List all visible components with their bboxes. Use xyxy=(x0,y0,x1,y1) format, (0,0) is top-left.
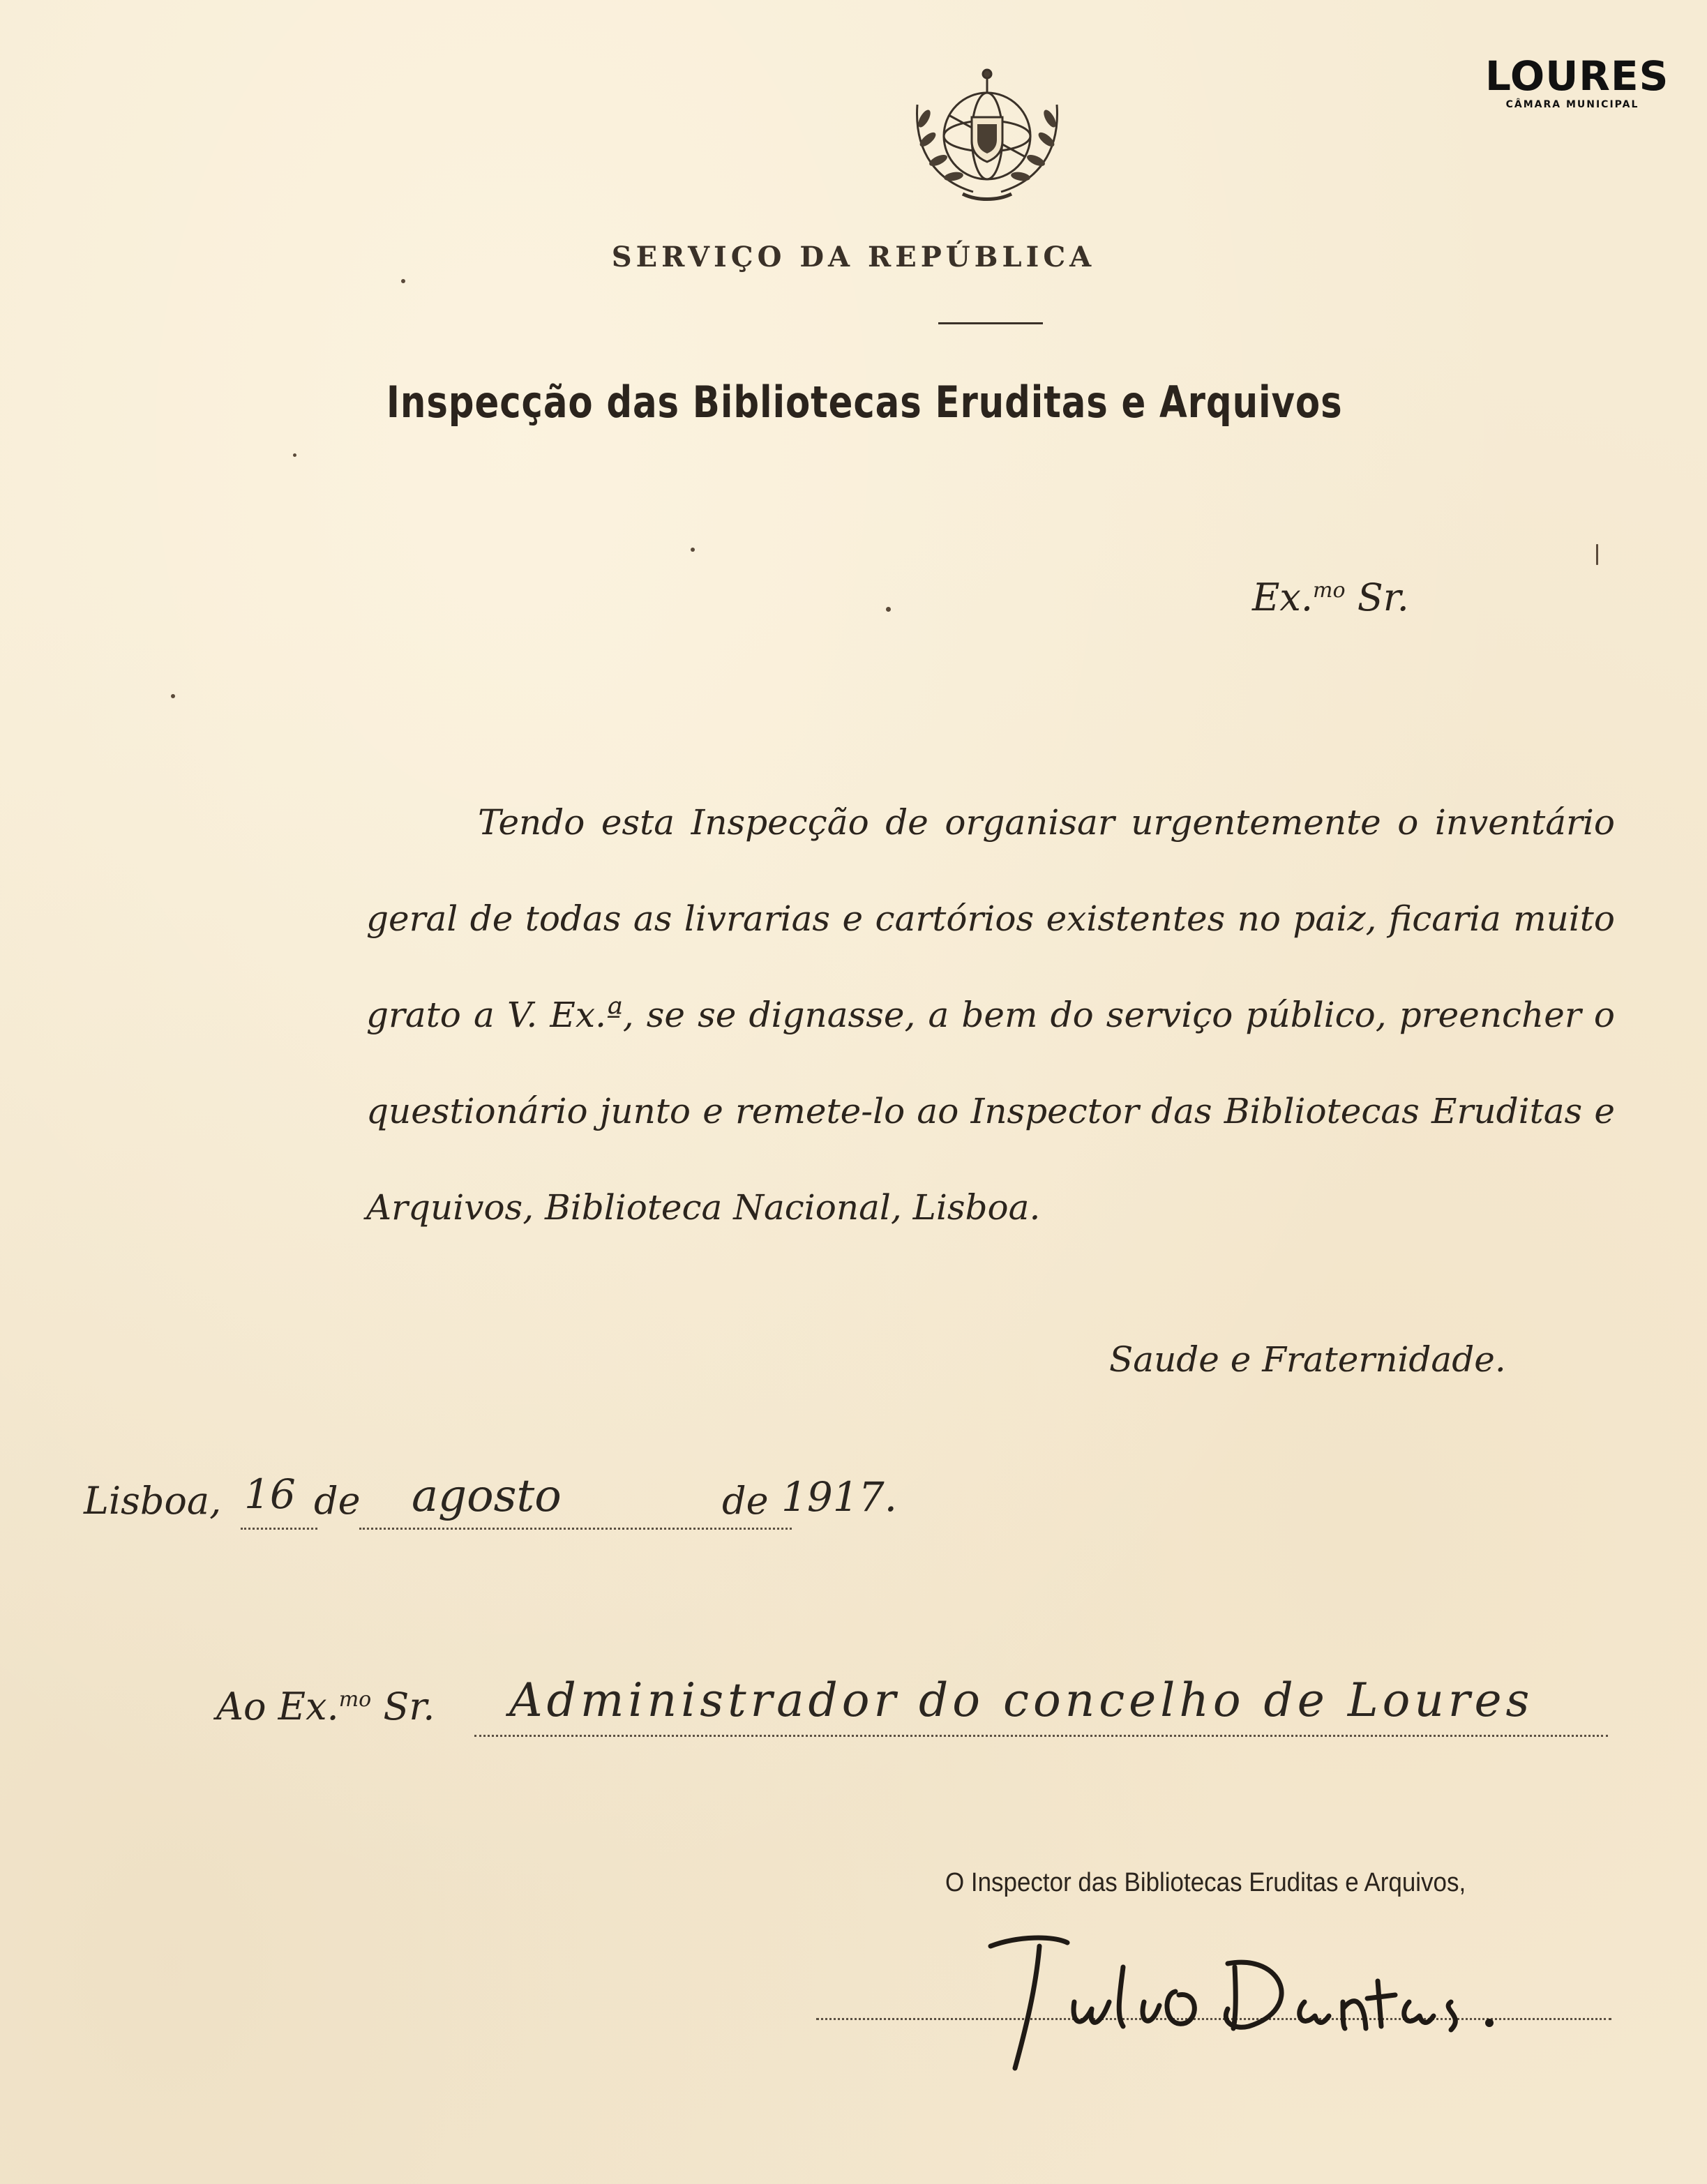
paper-speck xyxy=(401,279,405,283)
logo-subtitle: CÂMARA MUNICIPAL xyxy=(1505,99,1639,110)
paper-speck xyxy=(171,694,175,698)
logo-brand: LOURES xyxy=(1485,52,1669,100)
address-prefix-main: Ao Ex. xyxy=(216,1685,339,1729)
date-day-handwritten: 16 xyxy=(244,1470,296,1518)
loures-logo xyxy=(1485,52,1669,110)
address-prefix-sup: mo xyxy=(338,1687,372,1712)
address-line xyxy=(216,1673,1608,1747)
salutation-main: Ex. xyxy=(1252,575,1314,619)
day-dotted-line xyxy=(241,1528,317,1530)
date-year: 1917. xyxy=(781,1473,898,1521)
header-divider xyxy=(938,322,1043,324)
address-prefix-tail: Sr. xyxy=(371,1685,435,1729)
salutation xyxy=(1252,575,1409,619)
paper-speck xyxy=(691,548,695,552)
closing-greeting: Saude e Fraternidade. xyxy=(1109,1339,1506,1380)
institution-title: Inspecção das Bibliotecas Eruditas e Arquivos xyxy=(386,377,1343,428)
recipient-handwritten: Administrador do concelho de Loures xyxy=(509,1673,1534,1727)
salutation-sup: mo xyxy=(1313,578,1346,603)
inspector-title: O Inspector das Bibliotecas Eruditas e Arquivos, xyxy=(945,1868,1466,1897)
service-title: SERVIÇO DA REPÚBLICA xyxy=(611,241,1096,273)
paper-speck xyxy=(886,607,891,612)
paper-speck xyxy=(1596,544,1598,565)
letter-body: Tendo esta Inspecção de organisar urgentemente o inventário geral de todas as livrarias e cartórios existentes no paiz, ficaria muito grato a V. Ex.ª, se se dignasse, a bem do serviço público, preencher o questionário junto e remete-lo ao Inspector das Bibliotecas Eruditas e Arquivos, Biblioteca Nacional, Lisboa. xyxy=(366,802,1615,1228)
recipient-dotted-line xyxy=(474,1735,1608,1737)
coat-of-arms-icon xyxy=(896,63,1078,209)
date-city: Lisboa, xyxy=(84,1479,222,1523)
signature-handwritten xyxy=(977,1925,1507,2079)
date-line xyxy=(84,1470,898,1542)
paper-speck xyxy=(293,453,296,457)
salutation-tail: Sr. xyxy=(1345,575,1409,619)
month-dotted-line xyxy=(359,1528,792,1530)
date-de-2: de xyxy=(722,1479,769,1523)
date-de-1: de xyxy=(314,1479,361,1523)
address-prefix xyxy=(216,1685,435,1729)
date-month-handwritten: agosto xyxy=(412,1470,562,1522)
